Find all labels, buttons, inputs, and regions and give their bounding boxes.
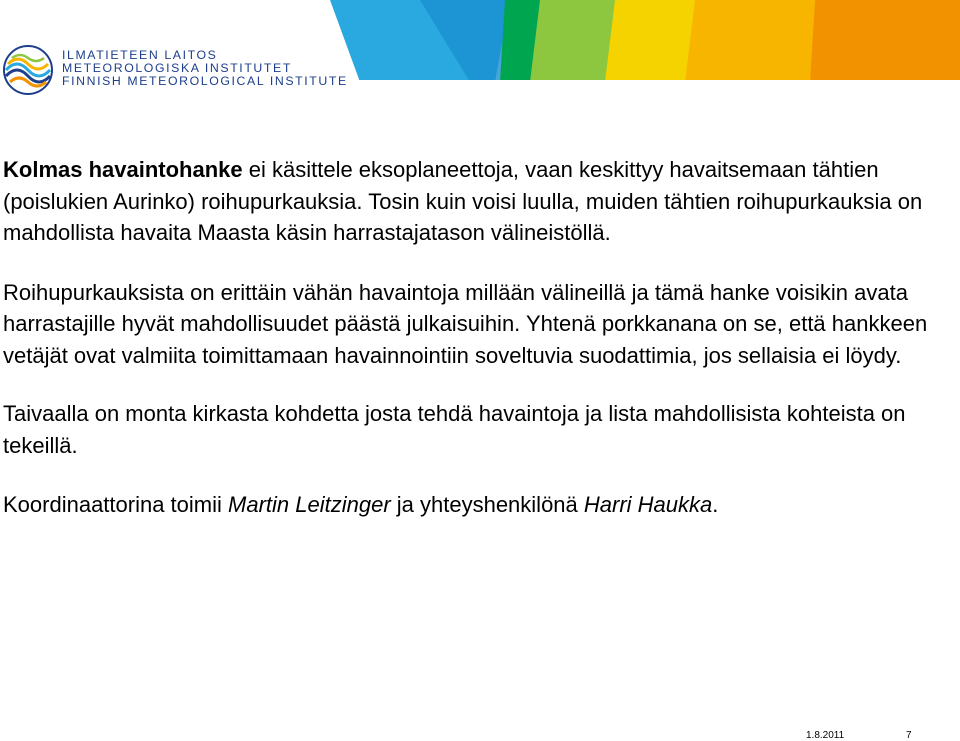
paragraph-1-rest: ei käsittele eksoplaneettoja, vaan keskittyy havaitsemaan tähtien (poislukien Aurinko) roihupurkauksia. Tosin kuin voisi luulla, muiden tähtien roihupurkauksia on mahdollista havaita Maasta käsin harrastajatason välineistöllä.: [3, 157, 923, 245]
contact-name: Harri Haukka: [583, 492, 713, 517]
banner-band-lime: [530, 0, 620, 82]
banner-band-yellow: [605, 0, 700, 82]
footer-date: 1.8.2011: [806, 730, 845, 741]
paragraph-1: [3, 154, 953, 249]
paragraph-3: Taivaalla on monta kirkasta kohdetta josta tehdä havaintoja ja lista mahdollisista kohteista on tekeillä.: [3, 401, 906, 458]
page-number: 7: [906, 730, 912, 741]
paragraph-1-lead: Kolmas havaintohanke: [3, 157, 243, 182]
paragraph-4-prefix: Koordinaattorina toimii: [3, 492, 229, 517]
logo-text: [62, 49, 348, 88]
coordinator-name: Martin Leitzinger: [228, 492, 391, 517]
slide-body: [3, 154, 953, 521]
logo-line-3: FINNISH METEOROLOGICAL INSTITUTE: [62, 74, 348, 88]
globe-waves-icon: [2, 44, 54, 96]
paragraph-4-middle: ja yhteyshenkilönä: [390, 492, 584, 517]
banner-band-orange: [810, 0, 960, 82]
paragraph-4-suffix: .: [712, 492, 719, 517]
paragraph-2: Roihupurkauksista on erittäin vähän havaintoja millään välineillä ja tämä hanke voisikin avata harrastajille hyvät mahdollisuudet päästä julkaisuihin. Yhtenä porkkanana on se, että hankkeen vetäjät ovat valmiita toimittamaan havainnointiin soveltuvia suodattimia, jos sellaisia ei löydy.: [3, 279, 928, 368]
logo-line-1: ILMATIETEEN LAITOS: [62, 48, 218, 62]
banner-band-amber: [685, 0, 820, 82]
paragraph-4: [3, 489, 953, 521]
logo-line-2: METEOROLOGISKA INSTITUTET: [62, 61, 292, 75]
